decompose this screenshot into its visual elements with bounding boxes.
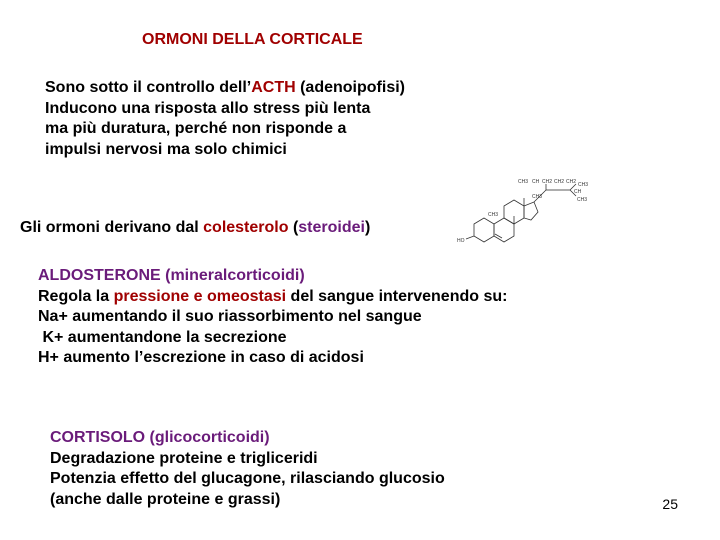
steroidei-highlight: steroidei — [298, 219, 365, 236]
cortisolo-heading: CORTISOLO (glicocorticoidi) — [50, 429, 270, 446]
label-ch3: CH3 — [577, 197, 588, 203]
intro-line-1 — [45, 78, 405, 99]
aldosterone-section — [38, 266, 507, 369]
cortisolo-line-4: (anche dalle proteine e grassi) — [50, 490, 281, 508]
label-ho: HO — [457, 238, 465, 244]
aldosterone-line-2 — [38, 287, 507, 308]
aldosterone-heading: ALDOSTERONE (mineralcorticoidi) — [38, 267, 305, 284]
pressione-highlight: pressione e omeostasi — [113, 287, 287, 305]
intro-text: (adenoipofisi) — [295, 79, 405, 96]
intro-line-2: Inducono una risposta allo stress più lenta — [45, 99, 371, 117]
label-ch: CH — [574, 189, 582, 195]
label-ch3: CH3 — [578, 182, 589, 188]
intro-line-3: ma più duratura, perché non risponde a — [45, 120, 347, 137]
label-ch2: CH2 — [566, 179, 577, 185]
label-ch3: CH3 — [532, 194, 543, 200]
cholesterol-structure-diagram — [452, 172, 592, 250]
aldosterone-line-3: Na+ aumentando il suo riassorbimento nel sangue — [38, 308, 422, 325]
aldosterone-text: del sangue intervenendo su: — [286, 287, 508, 305]
intro-paragraph — [45, 78, 405, 160]
label-ch: CH — [532, 179, 540, 185]
sterol-text: Gli ormoni derivano dal — [20, 219, 204, 236]
colesterolo-highlight: colesterolo — [203, 219, 289, 236]
page-number: 25 — [662, 496, 678, 512]
label-ch2: CH2 — [542, 179, 553, 185]
label-ch2: CH2 — [554, 179, 565, 185]
aldosterone-line-4: K+ aumentandone la secrezione — [38, 328, 287, 346]
intro-line-4: impulsi nervosi ma solo chimici — [45, 140, 287, 158]
cortisolo-section — [50, 428, 445, 510]
sterol-text: ( — [288, 219, 299, 236]
label-ch3: CH3 — [488, 212, 499, 218]
aldosterone-text: Regola la — [38, 287, 114, 305]
cortisolo-line-3: Potenzia effetto del glucagone, rilasciando glucosio — [50, 470, 445, 487]
aldosterone-line-5: H+ aumento l’escrezione in caso di acidosi — [38, 349, 364, 366]
cholesterol-origin-line — [20, 218, 370, 239]
acth-highlight: ACTH — [251, 79, 296, 96]
label-ch3: CH3 — [518, 179, 529, 185]
slide-title: ORMONI DELLA CORTICALE — [142, 31, 363, 48]
sterol-text: ) — [364, 219, 371, 236]
cortisolo-line-2: Degradazione proteine e trigliceridi — [50, 449, 318, 467]
intro-text: Sono sotto il controllo dell’ — [45, 79, 252, 96]
